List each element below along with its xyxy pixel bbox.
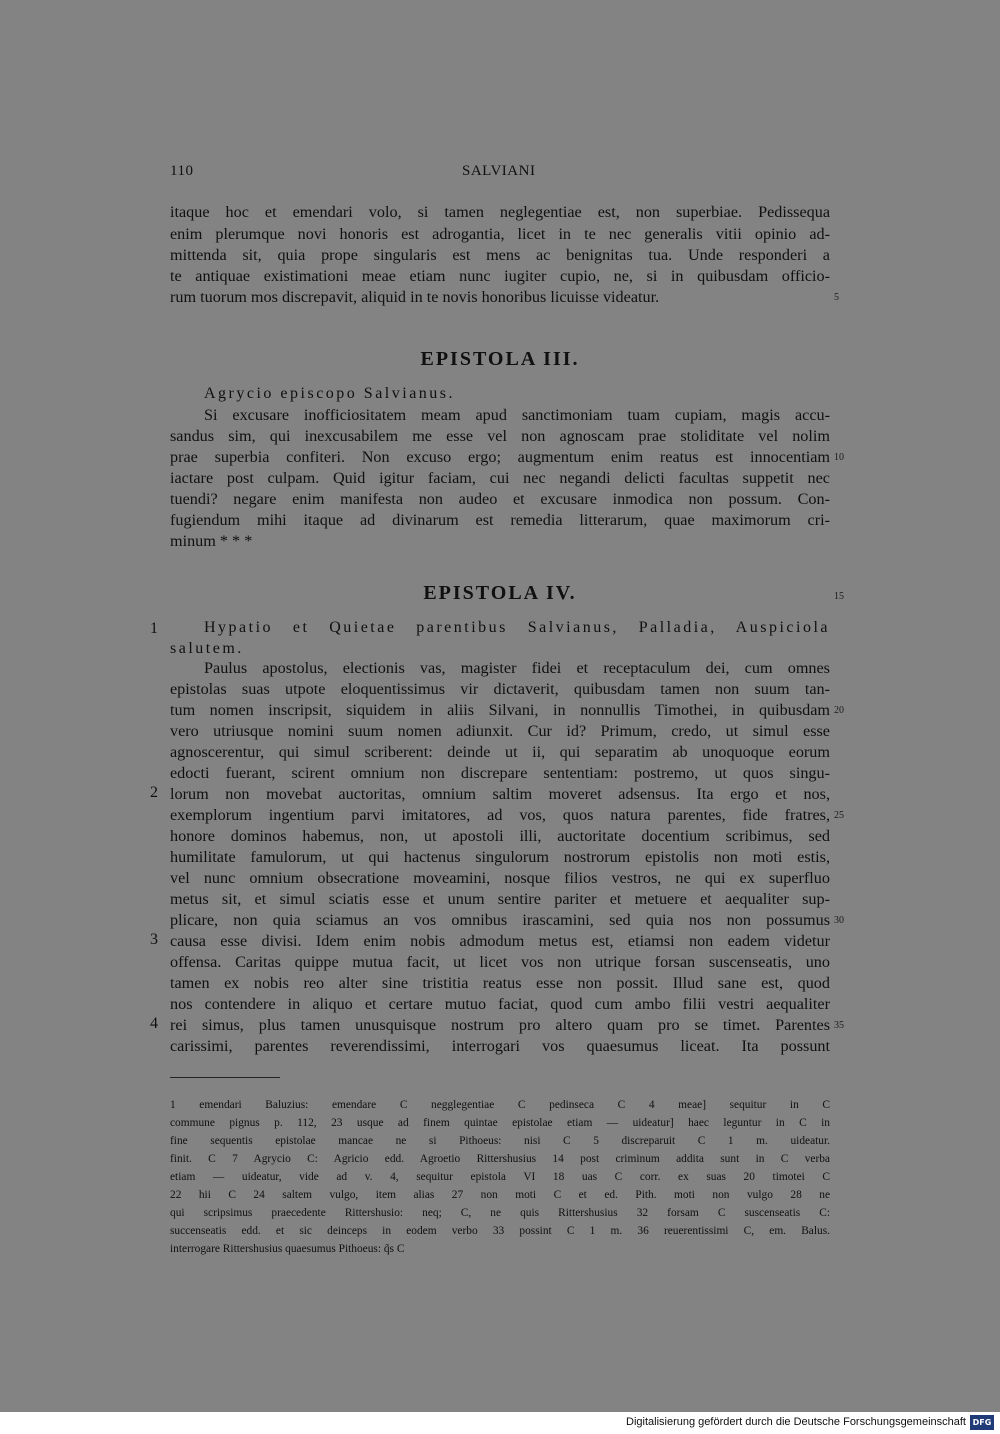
- dfg-logo: DFG: [970, 1415, 994, 1430]
- text-line: rum tuorum mos discrepavit, aliquid in te novis honoribus licuisse videatur.: [170, 288, 660, 306]
- line-number: 30: [834, 915, 844, 926]
- footnote-line: 22 hii C 24 saltem vulgo, item alias 27 non moti C et ed. Pith. moti non vulgo 28 ne: [170, 1189, 830, 1201]
- footnote-line: etiam — uideatur, vide ad v. 4, sequitur epistola VI 18 uas C corr. ex suas 20 timotei C: [170, 1171, 830, 1183]
- text-line: minum * * *: [170, 532, 253, 550]
- line-number: 25: [834, 810, 844, 821]
- text-line: prae superbia confiteri. Non excuso ergo; augmentum enim reatus est innocentiam: [170, 448, 830, 466]
- text-line: tamen ex nobis reo alter sine tristitia reatus esse non possit. Illud sane est, quod: [170, 974, 830, 992]
- text-line: vero utriusque nomini suum nomen adiunxit. Cur id? Primum, credo, ut simul esse: [170, 722, 830, 740]
- text-line: mittenda sit, quia prope singularis est mens ac benignitas tua. Unde responderi a: [170, 246, 830, 264]
- footnote-line: fine sequentis epistolae mancae ne si Pithoeus: nisi C 5 discreparuit C 1 m. uideatur.: [170, 1135, 830, 1147]
- text-line: honore dominos habemus, non, ut apostoli illi, auctoritate docentium scribimus, sed: [170, 827, 830, 845]
- running-title: SALVIANI: [462, 163, 536, 179]
- text-line: offensa. Caritas quippe mutua facit, ut licet vos non utrique forsan suscenseatis, uno: [170, 953, 830, 971]
- epistola-4-addressee-cont: salutem.: [170, 640, 244, 657]
- epistola-3-title: EPISTOLA III.: [420, 348, 580, 370]
- epistola-4-addressee: Hypatio et Quietae parentibus Salvianus, Palladia, Auspiciola: [204, 619, 830, 636]
- text-line: te antiquae existimationi meae etiam nunc iugiter cupio, ne, si in quibusdam officio-: [170, 267, 830, 285]
- funding-note: Digitalisierung gefördert durch die Deutsche Forschungsgemeinschaft: [626, 1416, 966, 1428]
- text-line: vel nunc omnium obsecratione moveamini, nosque filios vestros, ne qui ex superfluo: [170, 869, 830, 887]
- margin-number: 2: [150, 784, 158, 801]
- text-line: rei simus, plus tamen unusquisque nostrum pro altero quam pro se timet. Parentes: [170, 1016, 830, 1034]
- text-line: lorum non movebat auctoritas, omnium saltim moveret adsensus. Ita ergo et nos,: [170, 785, 830, 803]
- text-line: exemplorum ingentium parvi imitatores, ad vos, quos natura parentes, fide fratres,: [170, 806, 830, 824]
- footnote-line: succenseatis edd. et sic deinceps in eodem verbo 33 possint C 1 m. 36 reuerentissimi C, em. Balus.: [170, 1225, 830, 1237]
- line-number: 5: [834, 292, 839, 303]
- margin-number: 1: [150, 620, 158, 637]
- line-number: 15: [834, 591, 844, 602]
- text-line: humilitate famulorum, ut qui hactenus singulorum nostrorum epistolis non moti estis,: [170, 848, 830, 866]
- footnote-rule: [170, 1077, 280, 1078]
- page-number: 110: [170, 163, 194, 179]
- text-line: agnoscerentur, qui simul scriberent: deinde ut ii, qui separatim ab unoquoque eorum: [170, 743, 830, 761]
- margin-number: 3: [150, 931, 158, 948]
- text-line: Si excusare inofficiositatem meam apud sanctimoniam tuam cupiam, magis accu-: [204, 406, 830, 424]
- text-line: metus sit, et simul sciatis esse et unum sentire pariter et metuere et aequaliter sup-: [170, 890, 830, 908]
- text-line: epistolas suas utpote eloquentissimus vir dictaverit, quibusdam tamen non suum tan-: [170, 680, 830, 698]
- line-number: 35: [834, 1020, 844, 1031]
- footnote-line: qui scripsimus praecedente Rittershusio: neq; C, ne quis Rittershusius 32 forsam C suscenseatis C:: [170, 1207, 830, 1219]
- footnote-line: interrogare Rittershusius quaesumus Pithoeus: q̃s C: [170, 1243, 405, 1255]
- text-line: tum nomen inscripsit, siquidem in aliis Silvani, in nonnullis Timothei, in quibusdam: [170, 701, 830, 719]
- footer-bar: [0, 1412, 1000, 1434]
- text-line: itaque hoc et emendari volo, si tamen neglegentiae est, non superbiae. Pedissequa: [170, 203, 830, 221]
- text-line: iactare post culpam. Quid igitur faciam, cui nec negandi delicti facultas suppetit nec: [170, 469, 830, 487]
- footnote-line: finit. C 7 Agrycio C: Agricio edd. Agroetio Rittershusius 14 post criminum addita sunt in C verba: [170, 1153, 830, 1165]
- text-line: nos contendere in aliquo et certare mutuo faciat, quod cum ambo filii vestri aequaliter: [170, 995, 830, 1013]
- margin-number: 4: [150, 1015, 158, 1032]
- text-line: fugiendum mihi itaque ad divinarum est remedia litterarum, quae maximorum cri-: [170, 511, 830, 529]
- footnote-line: 1 emendari Baluzius: emendare C negglegentiae C pedinseca C 4 meae] sequitur in C: [170, 1099, 830, 1111]
- line-number: 20: [834, 705, 844, 716]
- text-line: enim plerumque novi honoris est adrogantia, licet in te nec generalis vitii opinio ad-: [170, 225, 830, 243]
- epistola-3-addressee: Agrycio episcopo Salvianus.: [204, 385, 456, 402]
- text-line: carissimi, parentes reverendissimi, interrogari vos quaesumus liceat. Ita possunt: [170, 1037, 830, 1055]
- text-line: sandus sim, qui inexcusabilem me esse vel non agnoscam prae stoliditate vel nolim: [170, 427, 830, 445]
- text-line: Paulus apostolus, electionis vas, magister fidei et receptaculum dei, cum omnes: [204, 659, 830, 677]
- text-line: edocti fuerant, scirent omnium non discrepare sententiam: postremo, ut quos singu-: [170, 764, 830, 782]
- epistola-4-title: EPISTOLA IV.: [423, 582, 577, 604]
- line-number: 10: [834, 452, 844, 463]
- text-line: causa esse divisi. Idem enim nobis admodum metus est, etiamsi non eadem videtur: [170, 932, 830, 950]
- text-line: tuendi? negare enim manifesta non audeo et excusare inmodica non possum. Con-: [170, 490, 830, 508]
- text-line: plicare, non quia sciamus an vos omnibus irascamini, sed quia nos non possumus: [170, 911, 830, 929]
- footnote-line: commune pignus p. 112, 23 usque ad finem quintae epistolae etiam — uideatur] haec leguntur in C in: [170, 1117, 830, 1129]
